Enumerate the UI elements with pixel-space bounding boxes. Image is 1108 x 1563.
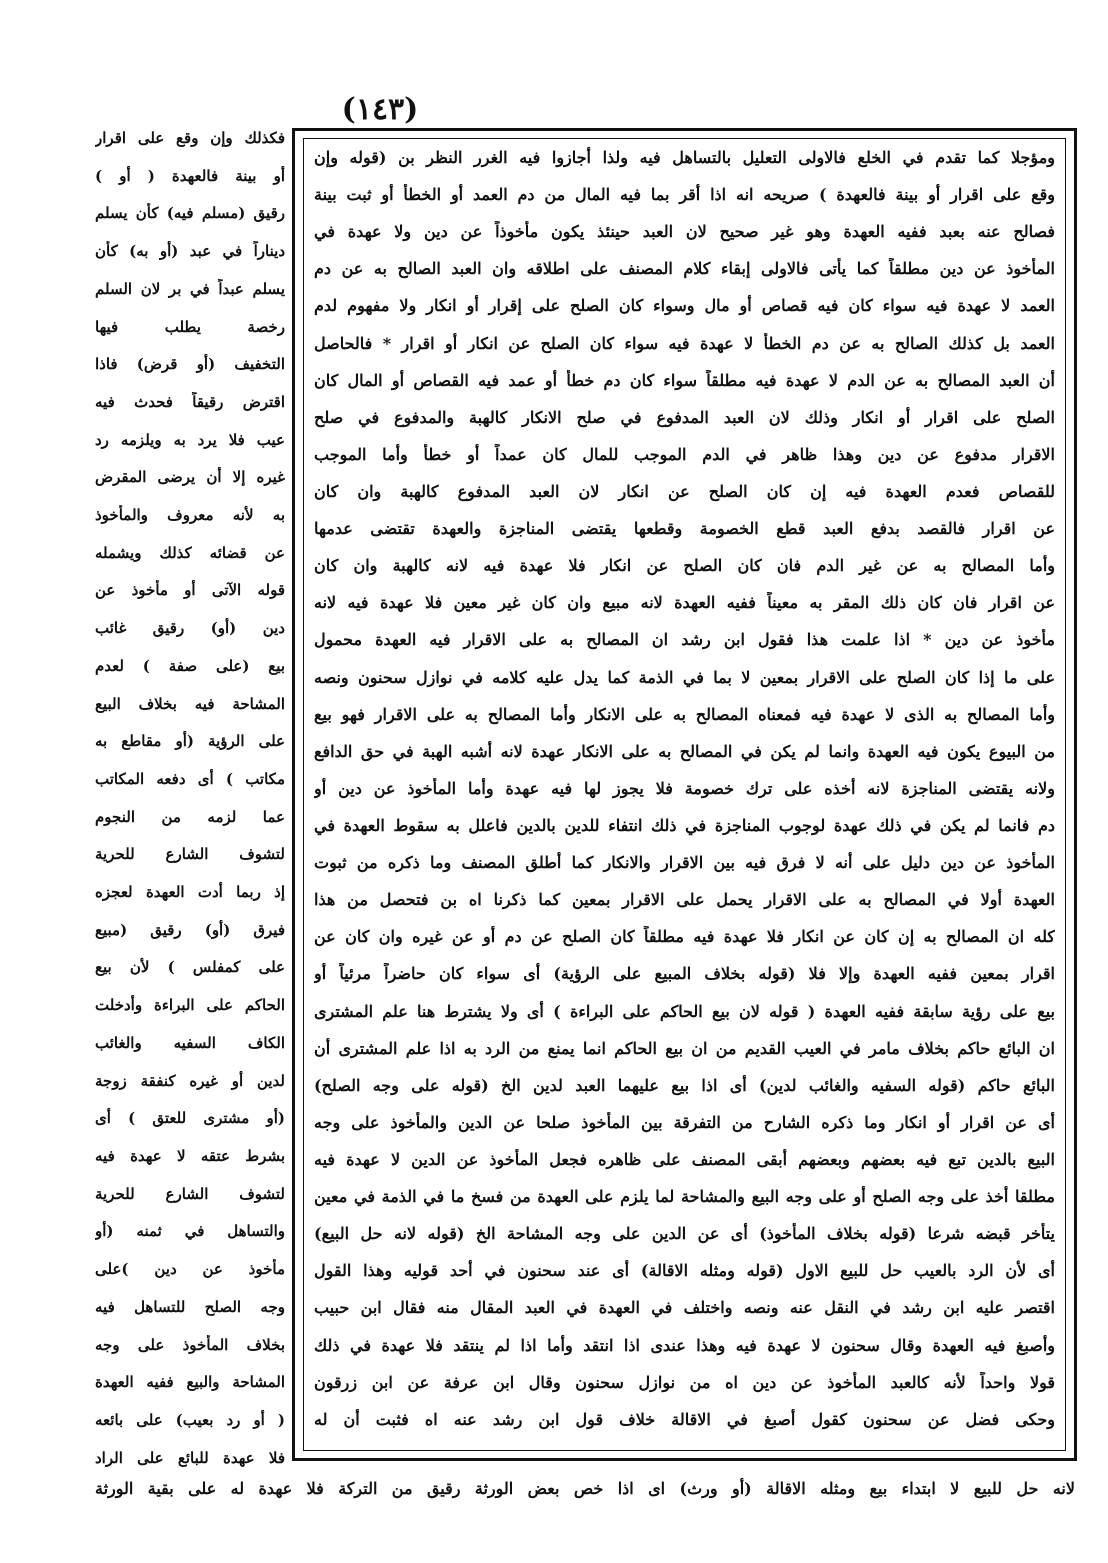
commentary-inner-border — [303, 138, 1066, 1451]
side-text-line: دين (أو) رقيق غائب — [95, 619, 285, 638]
side-text-line: عيب فلا يرد به ويلزمه رد — [95, 430, 285, 449]
side-text-line: (أو مشترى للعتق ) أى — [95, 1109, 285, 1128]
commentary-line: وحكى فضل عن سحنون كقول أصبغ في الاقالة خلاف قول ابن رشد عنه اه فثبت أن له — [314, 1409, 1055, 1429]
commentary-line: الصلح على اقرار أو انكار وذلك لان العبد المدفوع في صلح الانكار كالهبة والمدفوع في صلح — [314, 407, 1055, 427]
footer-line: لانه حل للبيع لا ابتداء بيع ومثله الاقالة (أو ورث) اى اذا خص بعض الورثة رقيق من التركة فلا عهدة له على بقية الورثة — [95, 1479, 1075, 1498]
side-text-line: إذ ربما أدت العهدة لعجزه — [95, 883, 285, 902]
side-text-line: والتساهل في ثمنه (أو — [95, 1222, 285, 1241]
side-text-line: فكذلك وإن وقع على اقرار — [95, 129, 285, 147]
side-text-line: به لأنه معروف والمأخوذ — [95, 506, 285, 525]
side-text-line: على كمفلس ) لأن بيع — [95, 958, 285, 977]
side-text-line: رقيق (مسلم فيه) كأن يسلم — [95, 204, 285, 223]
side-text-line: الحاكم على البراءة وأدخلت — [95, 996, 285, 1015]
side-text-line: على الرؤية (أو مقاطع به — [95, 732, 285, 751]
commentary-line: بيع على رؤية سابقة ففيه العهدة ( قوله لان بيع الحاكم على البراءة ) أى ولا يشترط هنا علم المشترى — [314, 1001, 1055, 1021]
side-text-line: عما لزمه من النجوم — [95, 807, 285, 826]
side-text-line: لدين أو غيره كنفقة زوجة — [95, 1071, 285, 1090]
side-text-line: مكاتب ) أى دفعه المكاتب — [95, 769, 285, 788]
commentary-line: عن اقرار فالقصد بدفع العبد قطع الخصومة وقطعها يقتضى المناجزة والعهدة تقتضى عدمها — [314, 519, 1055, 539]
commentary-line: ومؤجلا كما تقدم في الخلع فالاولى التعليل بالتساهل فيه ولذا أجازوا فيه الغرر النظر بن (قوله وإن — [314, 148, 1055, 167]
side-text-line: عن قضائه كذلك ويشمله — [95, 543, 285, 562]
side-text-line: ديناراً في عبد (أو به) كأن — [95, 242, 285, 261]
side-text-column — [95, 128, 285, 1468]
commentary-line: الاقرار مدفوع عن دين وهذا ظاهر في الدم الموجب للمال كان عمداً أو خطأ وأما الموجب — [314, 444, 1055, 464]
commentary-line: العمد بل كذلك الصالح به عن دم الخطأ لا عهدة فيه سواء كان الصلح عن انكار أو اقرار * فالحاصل — [314, 333, 1055, 353]
commentary-line: للقصاص فعدم العهدة فيه إن كان الصلح عن انكار لان العبد المدفوع كالهبة وان كان — [314, 481, 1055, 501]
commentary-line: أن العبد المصالح به عن الدم لا عهدة فيه مطلقاً سواء كان دم خطأ أو عمد فيه القصاص أو المال كان — [314, 370, 1055, 390]
commentary-line: المأخوذ عن دين مطلقاً كما يأتى فالاولى إبقاء كلام المصنف على اطلاقه وان العبد الصالح به عن دم — [314, 259, 1055, 279]
commentary-line: دم فانما لم يكن في ذلك عهدة لوجوب المناجزة في ذلك انتفاء للدين بالدين فاعلل به سقوط العهدة في — [314, 815, 1055, 835]
commentary-line: مأخوذ عن دين * اذا علمت هذا فقول ابن رشد ان المصالح به على الاقرار فيه العهدة محمول — [314, 630, 1055, 650]
side-text-line: قوله الآتى أو مأخوذ عن — [95, 581, 285, 600]
side-text-line: فلا عهدة للبائع على الراد — [95, 1448, 285, 1467]
side-text-line: المشاحة والبيع ففيه العهدة — [95, 1373, 285, 1392]
side-text-line: مأخوذ عن دين )على — [95, 1260, 285, 1279]
commentary-line: كله ان المصالح به إن كان عن انكار فلا عهدة فيه مطلقاً كان الصلح عن دم أو عن غيره وان كان عن — [314, 927, 1055, 947]
commentary-line: يتأخر قبضه شرعا (قوله بخلاف المأخوذ) أى عن الدين على وجه المشاحة الخ (قوله لانه حل البيع) — [314, 1224, 1055, 1244]
side-text-line: التخفيف (أو قرض) فاذا — [95, 355, 285, 374]
side-text-line: بخلاف المأخوذ على وجه — [95, 1335, 285, 1354]
side-text-line: أو بينة فالعهدة ( أو ) — [95, 166, 285, 185]
commentary-line: عن اقرار فان كان ذلك المقر به معيناً ففيه العهدة لانه مبيع وان كان غير معين فلا عهدة فيه لانه — [314, 593, 1055, 613]
commentary-line: المأخوذ عن دين دليل على أنه لا فرق فيه بين الاقرار والانكار كما أطلق المصنف وما ذكره من ثبوت — [314, 853, 1055, 873]
commentary-line: فصالح عنه بعبد ففيه العهدة وهو غير صحيح لان العبد حينئذ يكون مأخوذاً عن دين ولا عهدة في — [314, 222, 1055, 242]
commentary-text — [314, 147, 1055, 1442]
commentary-line: من البيوع يكون فيه العهدة وانما لم يكن في المصالح به على الانكار عهدة لانه أشبه الهبة في حق الدافع — [314, 741, 1055, 761]
commentary-line: مطلقا أخذ على وجه الصلح أو على وجه البيع والمشاحة لما يلزم على العهدة من فسخ ما في الذمة في معين — [314, 1187, 1055, 1207]
commentary-line: أى لأن الرد بالعيب حل للبيع الاول (قوله ومثله الاقالة) أى عند سحنون في أحد قوليه وهذا القول — [314, 1261, 1055, 1281]
commentary-line: على ما إذا كان الصلح على الاقرار بمعين لا بما في الذمة كما يدل عليه كلامه في نوازل سحنون ونصه — [314, 667, 1055, 687]
commentary-line: العمد لا عهدة فيه سواء كان فيه قصاص أو مال وسواء كان الصلح على إقرار أو انكار ولا مفهوم لدم — [314, 296, 1055, 316]
side-text-line: اقترض رقيقاً فحدث فيه — [95, 392, 285, 411]
commentary-line: أى عن اقرار أو انكار وما ذكره الشارح من التفرقة بين المأخوذ صلحا عن الدين والمأخوذ على وجه — [314, 1112, 1055, 1132]
commentary-line: ان البائع حاكم بخلاف مامر في العيب القديم من ان بيع الحاكم انما يمنع من الرد به اذا علم المشترى أن — [314, 1038, 1055, 1058]
commentary-line: وأما المصالح به عن غير الدم فان كان الصلح عن انكار فلا عهدة فيه لانه كالهبة وان كان — [314, 556, 1055, 576]
side-text-line: بشرط عتقه لا عهدة فيه — [95, 1146, 285, 1165]
side-text-line: لتشوف الشارع للحرية — [95, 845, 285, 864]
commentary-line: البيع بالدين تبع فيه بعضهم وبعضهم أبقى المصنف على ظاهره فجعل المأخوذ عن الدين لا عهدة فيه — [314, 1149, 1055, 1169]
commentary-line: ولانه يقتضى المناجزة لانه أخذه على ترك خصومة فلا يجوز لها فيه عهدة وأما المأخوذ عن دين أو — [314, 778, 1055, 798]
side-text-line: الكاف السفيه والغائب — [95, 1033, 285, 1052]
commentary-line: قولا واحداً لأنه كالعبد المأخوذ عن دين اه من نوازل سحنون وقال ابن عرفة عن ابن زرقون — [314, 1372, 1055, 1392]
commentary-line: اقتصر عليه ابن رشد في النقل عنه ونصه واختلف في العهدة في العبد المقال منه فقال ابن حبيب — [314, 1298, 1055, 1318]
side-text-line: بيع (على صفة ) لعدم — [95, 656, 285, 675]
side-text-line: المشاحة فيه بخلاف البيع — [95, 694, 285, 713]
side-text-line: يسلم عبداً في بر لان السلم — [95, 279, 285, 298]
commentary-frame — [292, 128, 1077, 1461]
page-number: (١٤٣) — [341, 92, 419, 127]
commentary-line: اقرار بمعين ففيه العهدة وإلا فلا (قوله بخلاف المبيع على الرؤية) أى سواء كان حاضراً مرئياً أو — [314, 964, 1055, 984]
commentary-line: وأما المصالح به الذى لا عهدة فيه فمعناه المصالح به على الانكار وأما المصالح به على الاقرار فهو بيع — [314, 704, 1055, 724]
side-text-line: لتشوف الشارع للحرية — [95, 1184, 285, 1203]
commentary-line: وأصبغ فيه العهدة وقال سحنون لا عهدة فيه وهذا عندى اذا انتقد وأما اذا لم ينتقد فلا عهدة في ذلك — [314, 1335, 1055, 1355]
commentary-line: العهدة أولا في المصالح به على الاقرار يحمل على الاقرار بمعين كما ذكرنا اه بن فتحصل من هذا — [314, 890, 1055, 910]
side-text-line: ( أو رد بعيب) على بائعه — [95, 1410, 285, 1429]
side-text-line: وجه الصلح للتساهل فيه — [95, 1297, 285, 1316]
commentary-line: وقع على اقرار أو بينة فالعهدة ) صريحه انه اذا أقر بما فيه المال من دم العمد أو الخطأ أو ثبت بينة — [314, 185, 1055, 205]
side-text-line: غيره إلا أن يرضى المقرض — [95, 468, 285, 487]
commentary-line: البائع حاكم (قوله السفيه والغائب لدين) أى اذا بيع عليهما العبد لدين الخ (قوله على وجه الصلح) — [314, 1075, 1055, 1095]
side-text-line: فيرق (أو) رقيق (مبيع — [95, 920, 285, 939]
side-text-line: رخصة يطلب فيها — [95, 317, 285, 336]
